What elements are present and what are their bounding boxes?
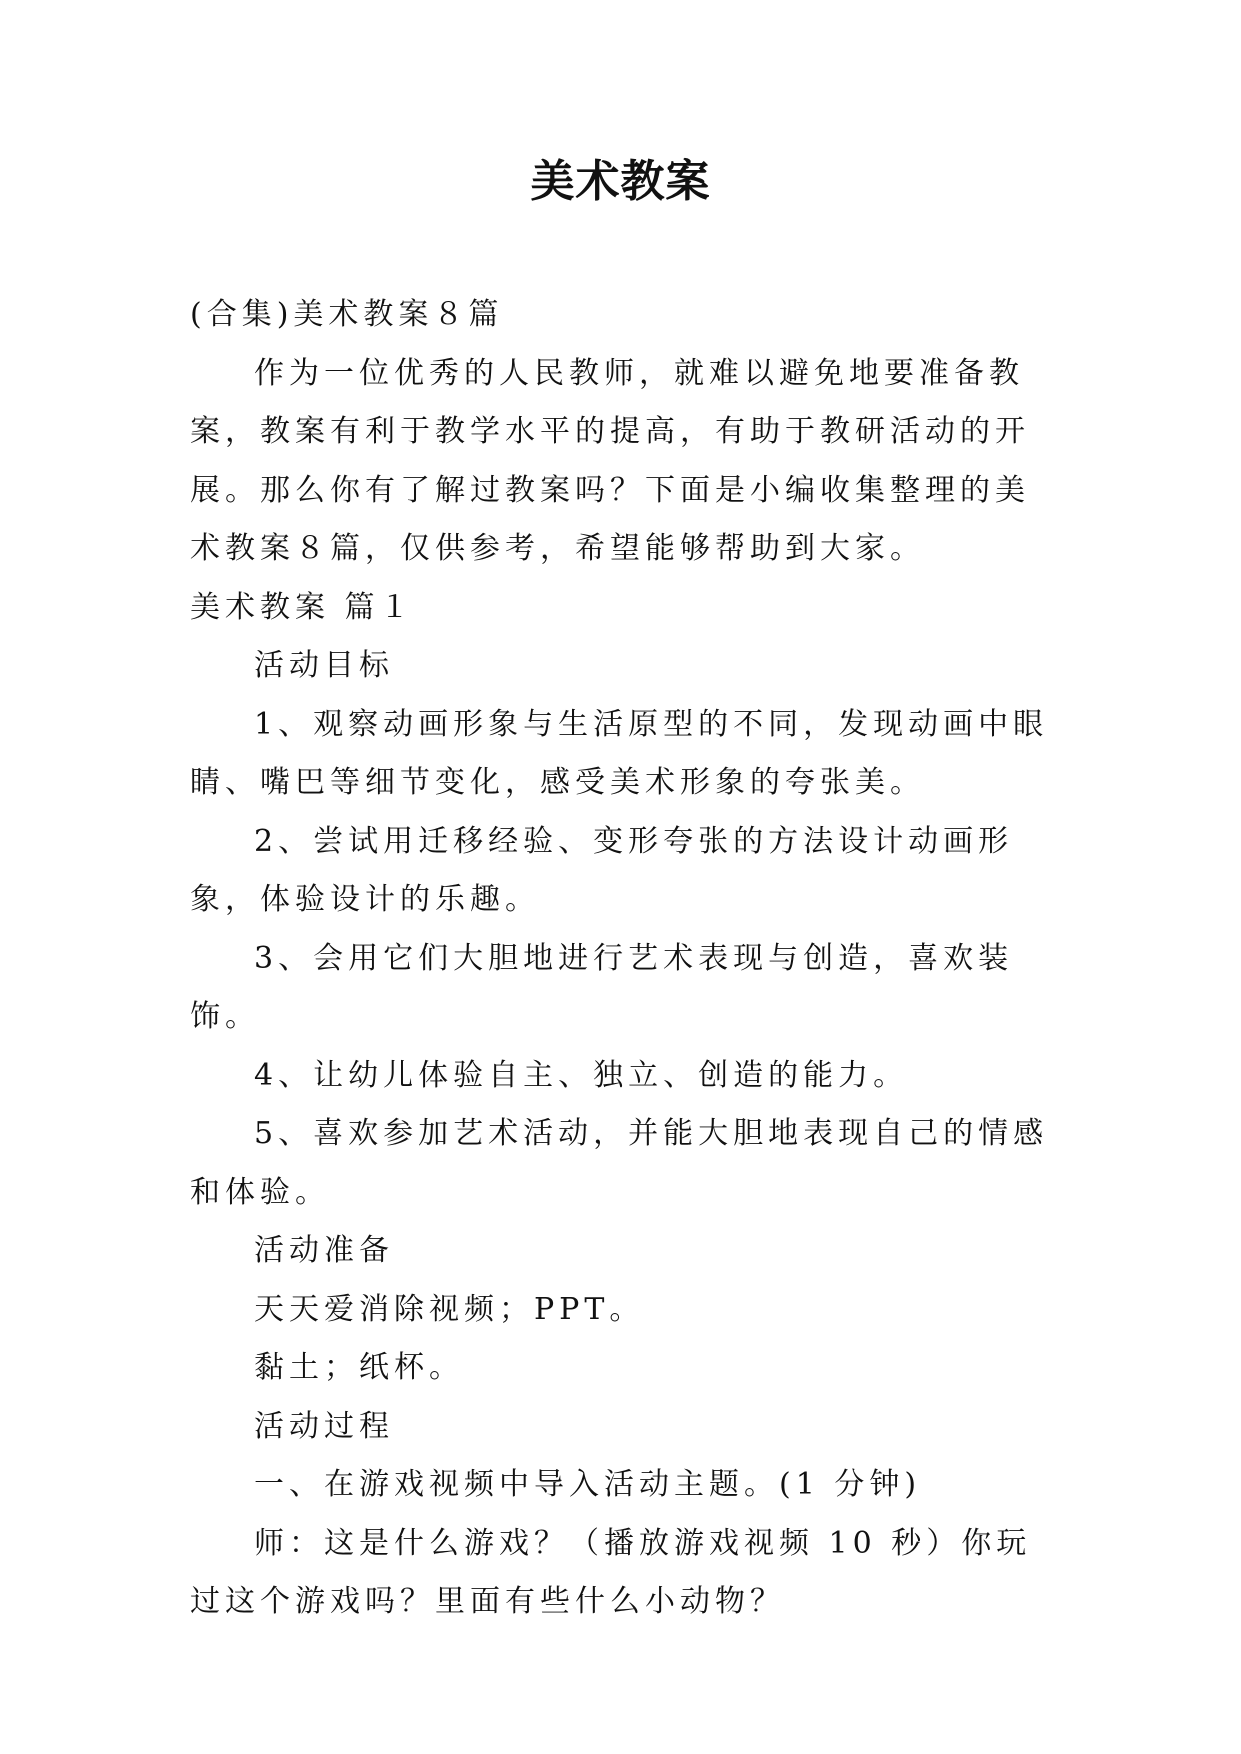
process-step: 一、在游戏视频中导入活动主题。(1 分钟)	[254, 1467, 922, 1502]
process-dialogue: 师：这是什么游戏？（播放游戏视频 10 秒）你玩过这个游戏吗？里面有些什么小动物？	[190, 1525, 1032, 1619]
goal-item: 1、观察动画形象与生活原型的不同，发现动画中眼睛、嘴巴等细节变化，感受美术形象的夸张美。	[190, 706, 1049, 800]
goal-item: 3、会用它们大胆地进行艺术表现与创造，喜欢装饰。	[190, 940, 1014, 1034]
goal-item: 4、让幼儿体验自主、独立、创造的能力。	[254, 1057, 909, 1093]
goals-heading: 活动目标	[254, 648, 394, 683]
section-heading: 美术教案 篇１	[190, 589, 415, 625]
goal-item: 5、喜欢参加艺术活动，并能大胆地表现自己的情感和体验。	[190, 1116, 1049, 1210]
document-title: 美术教案	[530, 156, 711, 207]
process-heading: 活动过程	[254, 1408, 394, 1444]
collection-heading: (合集)美术教案８篇	[190, 297, 504, 332]
document-body	[190, 286, 1064, 1632]
goal-item: 2、尝试用迁移经验、变形夸张的方法设计动画形象，体验设计的乐趣。	[190, 823, 1014, 917]
intro-paragraph: 作为一位优秀的人民教师，就难以避免地要准备教案，教案有利于教学水平的提高，有助于教研活动的开展。那么你有了解过教案吗？下面是小编收集整理的美术教案８篇，仅供参考，希望能够帮助到大家。	[190, 355, 1030, 566]
prep-item: 黏土；纸杯。	[254, 1350, 464, 1385]
prep-item: 天天爱消除视频；PPT。	[254, 1291, 645, 1327]
prep-heading: 活动准备	[254, 1233, 394, 1268]
